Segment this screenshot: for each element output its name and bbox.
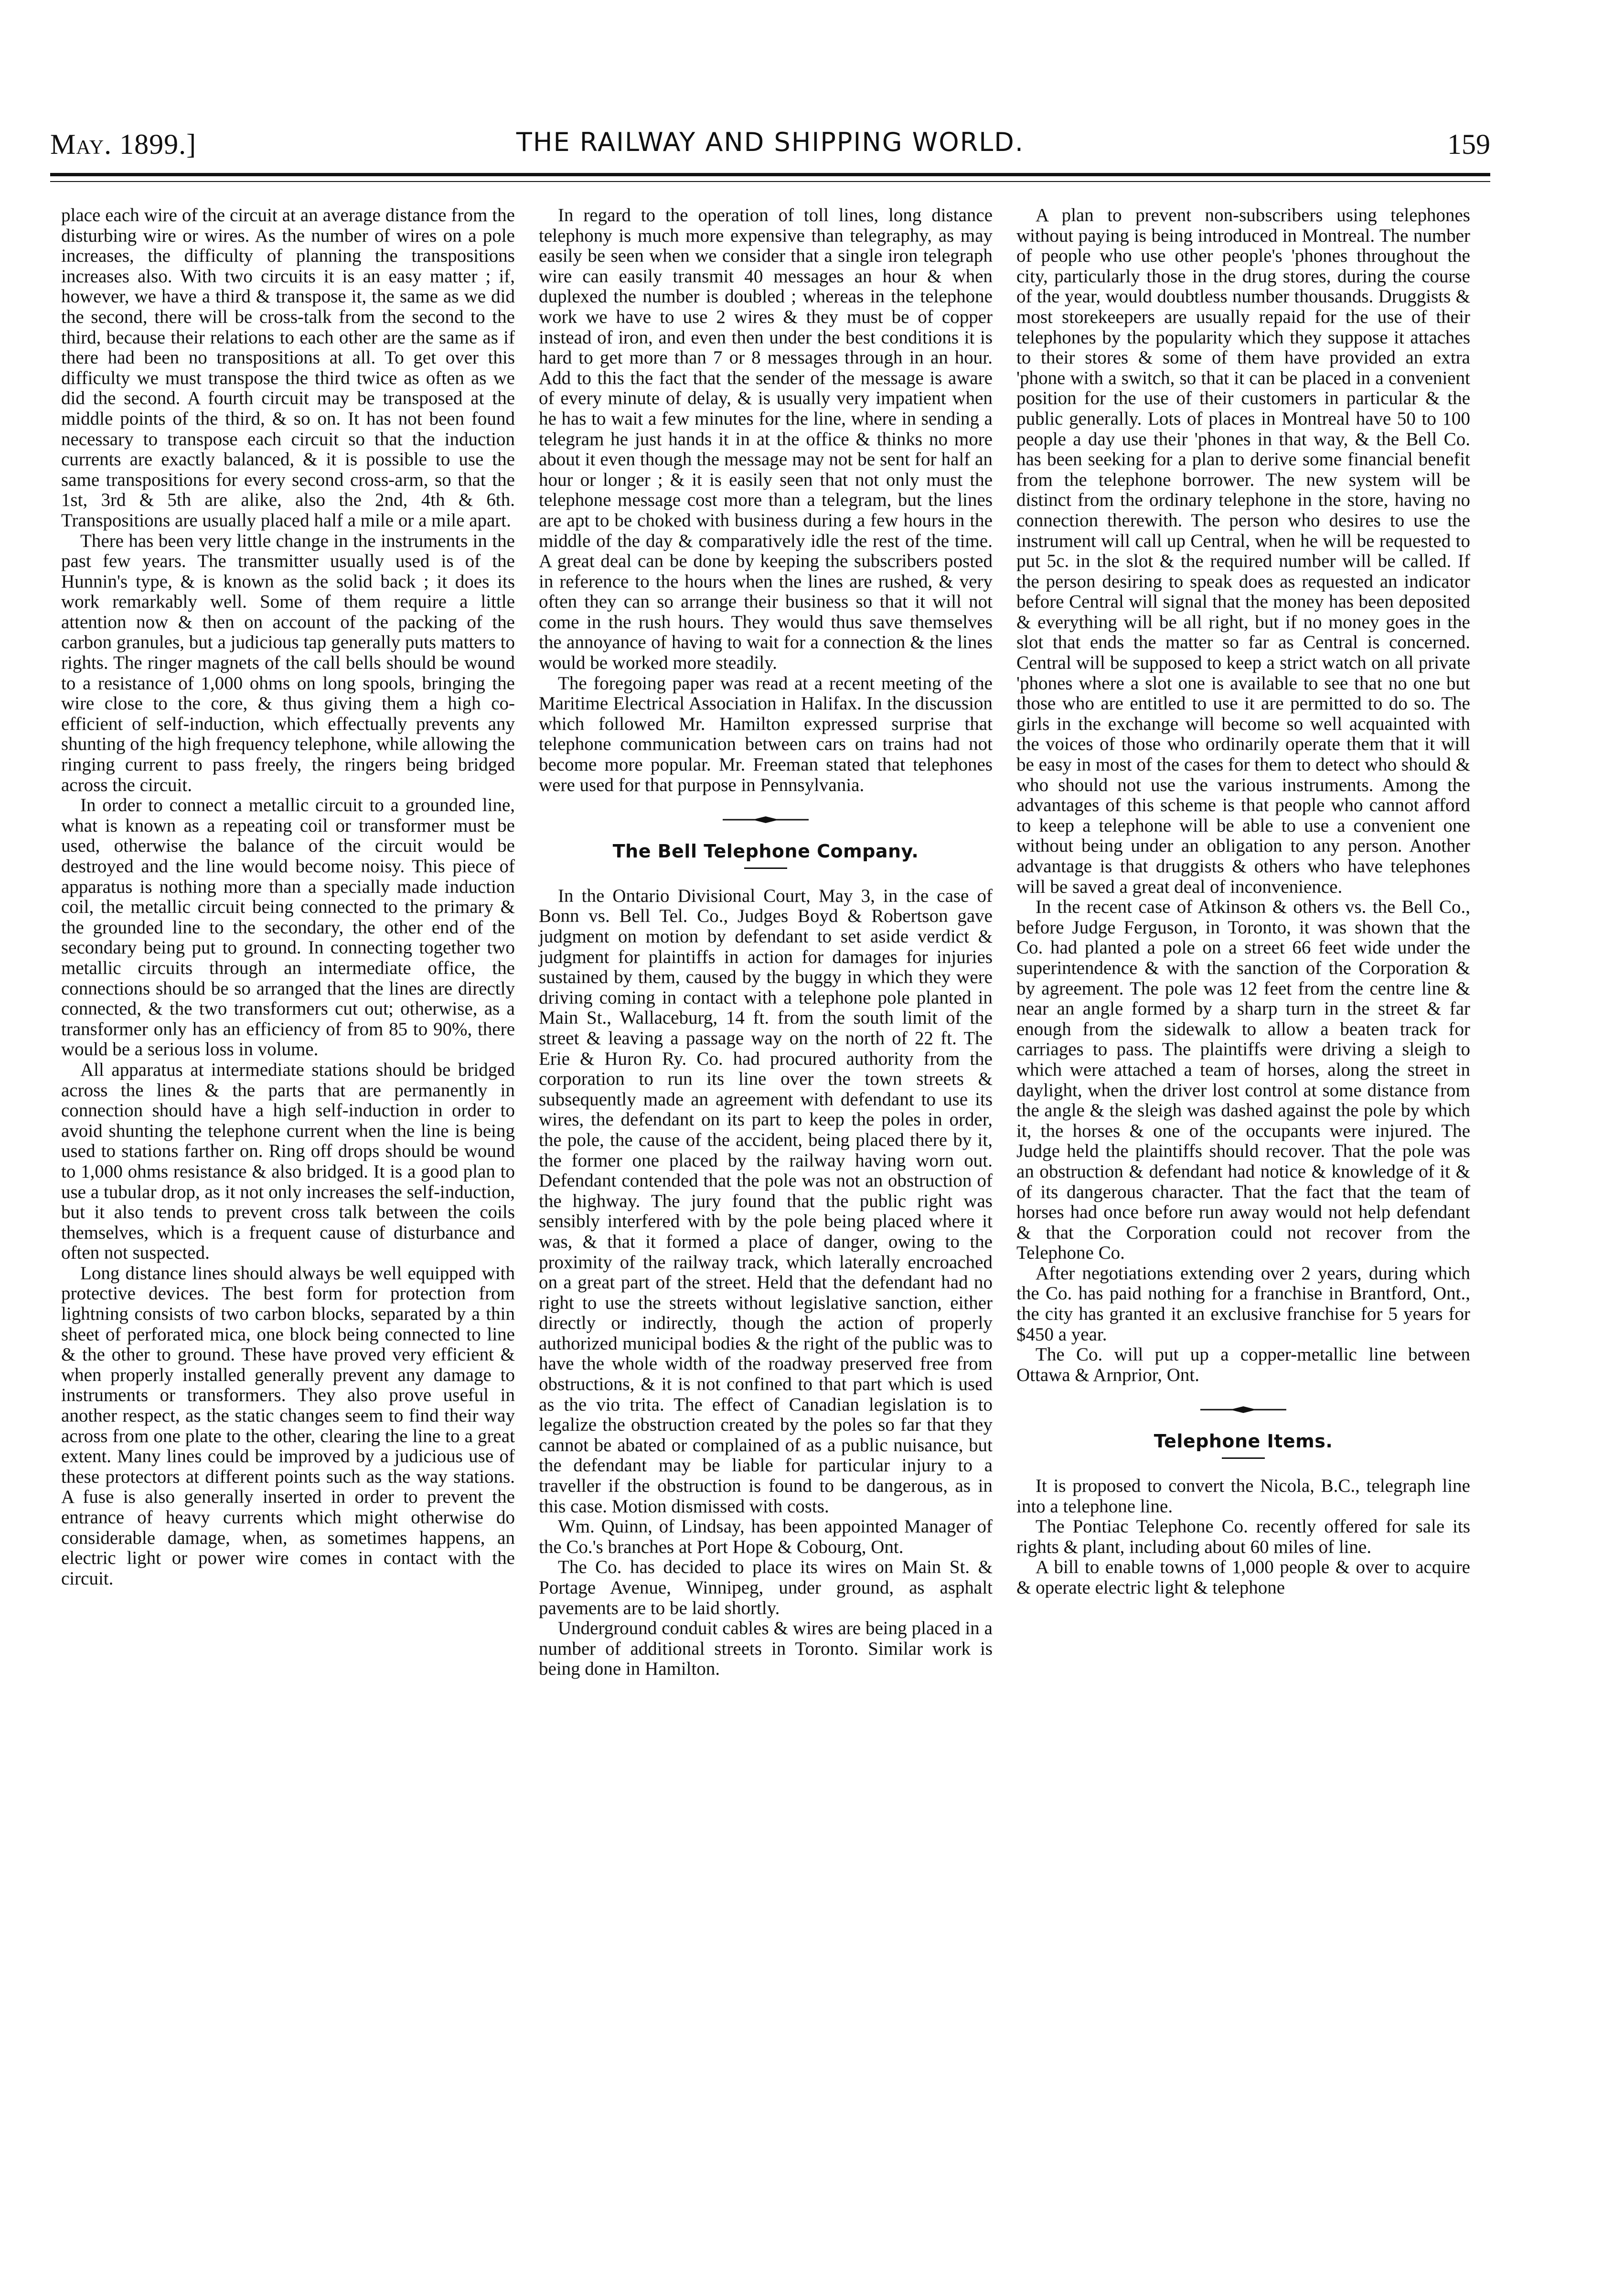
- section-title-bell: The Bell Telephone Company.: [612, 841, 919, 862]
- section-paragraph: In the Ontario Divisional Court, May 3, in the case of Bonn vs. Bell Tel. Co., Judges Boyd & Robertson gave judgment on motion by defendant to set aside verdict & judgment for plaintiffs in action for damages for injuries sustained by them, caused by the buggy in which they were driving coming in contact with a telephone pole planted in Main St., Wallaceburg, 14 ft. from the south limit of the street & leaving a passage way on the north of 22 ft. The Erie & Huron Ry. Co. had procured authority from the corporation to run its line over the town streets & subsequently made an agreement with defendant to use its wires, the defendant on its part to keep the poles in order, the pole, the cause of the accident, being placed there by it, the former one placed by the railway having worn out. Defendant contended that the pole was not an obstruction of the highway. The jury found that the public right was sensibly interfered with by the pole being placed where it was, & that it formed a place of danger, owing to the proximity of the railway track, which laterally encroached on a great part of the street. Held that the defendant had no right to use the streets without legislative sanction, either directly or indirectly, though the action of properly authorized municipal bodies & the right of the public was to have the whole width of the roadway preserved free from obstructions, & it is not confined to that part which is used as the vio trita. The effect of Canadian legislation is to legalize the obstruction created by the poles so far that they cannot be abated or complained of as a public nuisance, but the defendant may be liable for particular injury to a traveller if the obstruction is found to be dangerous, as in this case. Motion dismissed with costs.: [539, 885, 993, 1517]
- section-paragraph: The Co. will put up a copper-metallic line between Ottawa & Arnprior, Ont.: [1016, 1344, 1470, 1385]
- section-paragraph: In the recent case of Atkinson & others vs. the Bell Co., before Judge Ferguson, in Toronto, it was shown that the Co. had planted a pole on a street 66 feet wide under the superintendence & with the sanction of the Corporation & by agreement. The pole was 12 feet from the centre line & near an angle formed by a sharp turn in the street & far enough from the sidewalk to allow a beaten track for carriages to pass. The plaintiffs were driving a sleigh to which were attached a team of horses, along the street in daylight, when the driver lost control at some distance from the angle & the sleigh was dashed against the pole by which it, the horses & one of the occupants were injured. The Judge held the plaintiffs should recover. That the pole was an obstruction & defendant had notice & knowledge of it & of its dangerous character. That the fact that the team of horses had once before run away would not help defendant & that the Corporation could not recover from the Telephone Co.: [1016, 897, 1470, 1263]
- section-paragraph: A bill to enable towns of 1,000 people & over to acquire & operate electric light & telephone: [1016, 1557, 1470, 1598]
- running-header: [50, 128, 1490, 176]
- section-paragraph: It is proposed to convert the Nicola, B.C., telegraph line into a telephone line.: [1016, 1476, 1470, 1517]
- article-paragraph: The foregoing paper was read at a recent meeting of the Maritime Electrical Association in Halifax. In the discussion which followed Mr. Hamilton expressed surprise that telephone communication between cars on trains had not become more popular. Mr. Freeman stated that telephones were used for that purpose in Pennsylvania.: [539, 673, 993, 795]
- page-number: 159: [1447, 128, 1490, 160]
- section-ornament: [1016, 1399, 1470, 1410]
- section-title-telephone-items: Telephone Items.: [1154, 1431, 1333, 1452]
- column-1: [61, 205, 515, 1589]
- article-paragraph: There has been very little change in the instruments in the past few years. The transmitter usually used is of the Hunnin's type, & is known as the solid back ; it does its work remarkably well. Some of them require a little attention now & then on account of the packing of the carbon granules, but a judicious tap generally puts matters to rights. The ringer magnets of the call bells should be wound to a resistance of 1,000 ohms on long spools, bringing the wire close to the core, & thus giving them a high co-efficient of self-induction, which effectually prevents any shunting of the high frequency telephone, while allowing the ringing current to pass freely, the ringers being bridged across the circuit.: [61, 530, 515, 795]
- section-paragraph: The Pontiac Telephone Co. recently offered for sale its rights & plant, including about 60 miles of line.: [1016, 1516, 1470, 1557]
- section-paragraph: The Co. has decided to place its wires on Main St. & Portage Avenue, Winnipeg, under ground, as asphalt pavements are to be laid shortly.: [539, 1557, 993, 1618]
- header-rule-thick: [50, 173, 1490, 176]
- article-paragraph: In order to connect a metallic circuit to a grounded line, what is known as a repeating coil or transformer must be used, otherwise the balance of the circuit would be destroyed and the line would become noisy. This piece of apparatus is nothing more than a specially made induction coil, the metallic circuit being connected to the primary & the grounded line to the secondary, the other end of the secondary being put to ground. In connecting together two metallic circuits through an intermediate office, the connections should be so arranged that the lines are directly connected, & the two transformers cut out; otherwise, as a transformer only has an efficiency of from 85 to 90%, there would be a serious loss in volume.: [61, 795, 515, 1060]
- section-paragraph: A plan to prevent non-subscribers using telephones without paying is being introduced in Montreal. The number of people who use other people's 'phones throughout the city, particularly those in the drug stores, during the course of the year, would doubtless number thousands. Druggists & most storekeepers are usually repaid for the use of their telephones by the popularity which they suppose it attaches to their stores & some of them have provided an extra 'phone with a switch, so that it can be placed in a convenient position for the use of their customers in particular & the public generally. Lots of places in Montreal have 50 to 100 people a day use their 'phones in that way, & the Bell Co. has been seeking for a plan to derive some financial benefit from the telephone borrower. The new system will be distinct from the ordinary telephone in the store, having no connection therewith. The person who desires to use the instrument will call up Central, when he will be requested to put 5c. in the slot & the required number will be called. If the person desiring to speak does as requested an indicator before Central will signal that the money has been deposited & everything will be all right, but if no money goes in the slot that ends the matter so far as Central is concerned. Central will be supposed to keep a strict watch on all private 'phones where a slot one is available to see that no one but those who are entitled to use it are permitted to do so. The girls in the exchange will become so well acquainted with the voices of those who ordinarily operate them that it will be easy in most of the cases for them to detect who should & who should not use the various instruments. Among the advantages of this scheme is that people who cannot afford to keep a telephone will be able to use a convenient one without being under an obligation to any person. Another advantage is that druggists & others who have telephones will be saved a great deal of inconvenience.: [1016, 205, 1470, 897]
- article-paragraph: In regard to the operation of toll lines, long distance telephony is much more expensive than telegraphy, as may easily be seen when we consider that a single iron telegraph wire can easily transmit 40 messages an hour & when duplexed the number is doubled ; whereas in the telephone work we have to use 2 wires & they must be of copper instead of iron, and even then under the best conditions it is hard to get more than 7 or 8 messages through in an hour. Add to this the fact that the sender of the message is aware of every minute of delay, & is usually very impatient when he has to wait a few minutes for the line, where in sending a telegram he just hands it in at the office & thinks no more about it even though the message may not be sent for half an hour or longer ; & it is easily seen that not only must the telephone message cost more than a telegram, but the lines are apt to be choked with business during a few hours in the middle of the day & comparatively idle the rest of the time. A great deal can be done by keeping the subscribers posted in reference to the hours when the lines are rushed, & very often they can so arrange their business so that it will not come in the rush hours. They would thus save themselves the annoyance of having to wait for a connection & the lines would be worked more steadily.: [539, 205, 993, 674]
- article-paragraph: All apparatus at intermediate stations should be bridged across the lines & the parts that are permanently in connection should have a high self-induction in order to avoid shunting the telephone current when the line is being used to stations farther on. Ring off drops should be wound to 1,000 ohms resistance & also bridged. It is a good plan to use a tubular drop, as it not only increases the self-induction, but it also tends to prevent cross talk between the coils themselves, which is a frequent cause of disturbance and often not suspected.: [61, 1059, 515, 1263]
- section-paragraph: After negotiations extending over 2 years, during which the Co. has paid nothing for a franchise in Brantford, Ont., the city has granted it an exclusive franchise for 5 years for $450 a year.: [1016, 1263, 1470, 1345]
- publication-title: THE RAILWAY AND SHIPPING WORLD.: [516, 127, 1025, 157]
- article-paragraph: place each wire of the circuit at an average distance from the disturbing wire or wires. As the number of wires on a pole increases, the difficulty of planning the transpositions increases also. With two circuits it is an easy matter ; if, however, we have a third & transpose it, the same as we did the second, there will be cross-talk from the second to the third, because their relations to each other are the same as if there had been no transpositions at all. To get over this difficulty we must transpose the third twice as often as we did the second. A fourth circuit may be transposed at the middle points of the third, & so on. It has not been found necessary to transpose each circuit so that the induction currents are exactly balanced, & it is possible to use the same transpositions for every second cross-arm, so that the 1st, 3rd & 5th are alike, also the 2nd, 4th & 6th. Transpositions are usually placed half a mile or a mile apart.: [61, 205, 515, 531]
- header-rule-thin: [50, 181, 1490, 182]
- article-paragraph: Long distance lines should always be well equipped with protective devices. The best form for protection from lightning consists of two carbon blocks, separated by a thin sheet of perforated mica, one block being connected to line & the other to ground. These have proved very efficient & when properly installed generally prevent any damage to instruments or transformers. They also prove useful in another respect, as the static changes seem to find their way across from one plate to the other, clearing the line to a great extent. Many lines could be improved by a judicious use of these protectors at different points such as the way stations. A fuse is also generally inserted in order to prevent the entrance of heavy currents which might otherwise do considerable damage, when, as sometimes happens, an electric light or power wire comes in contact with the circuit.: [61, 1263, 515, 1589]
- section-paragraph: Underground conduit cables & wires are being placed in a number of additional streets in Toronto. Similar work is being done in Hamilton.: [539, 1618, 993, 1680]
- title-underline: [1222, 1457, 1265, 1459]
- column-2: [539, 205, 993, 1680]
- section-paragraph: Wm. Quinn, of Lindsay, has been appointed Manager of the Co.'s branches at Port Hope & Cobourg, Ont.: [539, 1516, 993, 1557]
- issue-date: May. 1899.]: [50, 128, 197, 160]
- title-underline: [744, 867, 787, 869]
- column-3: [1016, 205, 1470, 1598]
- section-ornament: [539, 809, 993, 820]
